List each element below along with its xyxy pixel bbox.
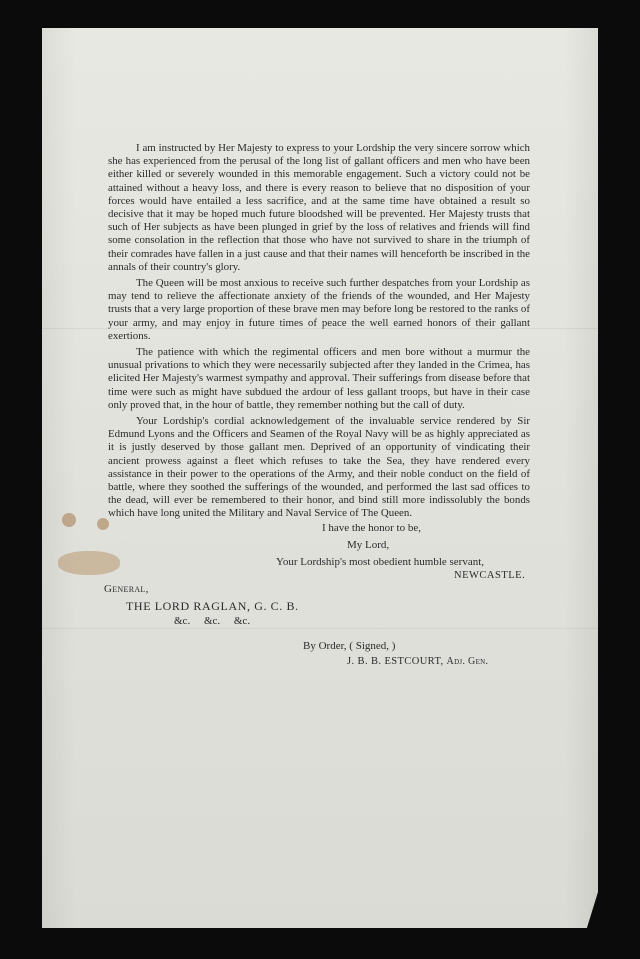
paragraph: The Queen will be most anxious to receive such further despatches from your Lordship as may tend to relieve the affectionate anxiety of the friends of the wounded, and Her Majesty trusts that a very large proportion of these brave men may before long be restored to the ranks of your army, and may enjoy in future times of peace the well earned honors of their gallant exertions.: [108, 277, 530, 342]
paper-crease: [42, 628, 598, 629]
addressee-name: THE LORD RAGLAN, G. C. B.: [126, 599, 299, 613]
stain-mark: [58, 551, 120, 575]
letter-body: [108, 142, 530, 524]
order-name: J. B. B. ESTCOURT,: [347, 656, 444, 667]
addressee-etc: &c. &c. &c.: [174, 615, 251, 627]
order-signature: [347, 656, 488, 667]
closing-line: I have the honor to be,: [322, 522, 421, 534]
closing-line: Your Lordship's most obedient humble servant,: [276, 556, 485, 568]
order-line: By Order, ( Signed, ): [303, 640, 396, 652]
order-title: Adj. Gen.: [446, 656, 489, 667]
stain-mark: [62, 513, 76, 527]
signature: NEWCASTLE.: [454, 570, 526, 581]
closing-line: My Lord,: [347, 539, 390, 551]
addressee-rank: General,: [104, 583, 149, 595]
paragraph: Your Lordship's cordial acknowledgement of the invaluable service rendered by Sir Edmund Lyons and the Officers and Seamen of the Royal Navy will be as highly appreciated as it is justly deserved by those gallant men. Deprived of an opportunity of vindicating their ancient prowess against a fleet which refuses to take the Sea, they have rendered every assistance in their power to the operations of the Army, and their noble conduct on the field of battle, where they soothed the sufferings of the wounded, and performed the last sad offices to the dead, will ever be remembered to their honor, and bind still more indissolubly the bonds which have long united the Military and Naval Service of The Queen.: [108, 415, 530, 520]
paragraph: The patience with which the regimental officers and men bore without a murmur the unusual privations to which they were necessarily subjected after they landed in the Crimea, has elicited Her Majesty's warmest sympathy and approval. Their sufferings from disease before that time were such as might have subdued the ardour of less gallant troops, but have in their case only proved that, in the hour of battle, they remember nothing but the call of duty.: [108, 346, 530, 411]
paragraph: I am instructed by Her Majesty to express to your Lordship the very sincere sorrow which she has experienced from the perusal of the long list of gallant officers and men who have been either killed or severely wounded in this memorable engagement. Such a victory could not be attained without a heavy loss, and there is every reason to believe that no disposition of your forces would have entailed a less sacrifice, and at the same time have obtained a result so decisive that it may be hoped much future bloodshed will be prevented. Her Majesty trusts that such of Her subjects as have been plunged in grief by the loss of relatives and friends will find some consolation in the reflection that those who have not survived to share in the triumph of their comrades have fallen in a just cause and that their names will henceforth be inscribed in the annals of their country's glory.: [108, 142, 530, 273]
